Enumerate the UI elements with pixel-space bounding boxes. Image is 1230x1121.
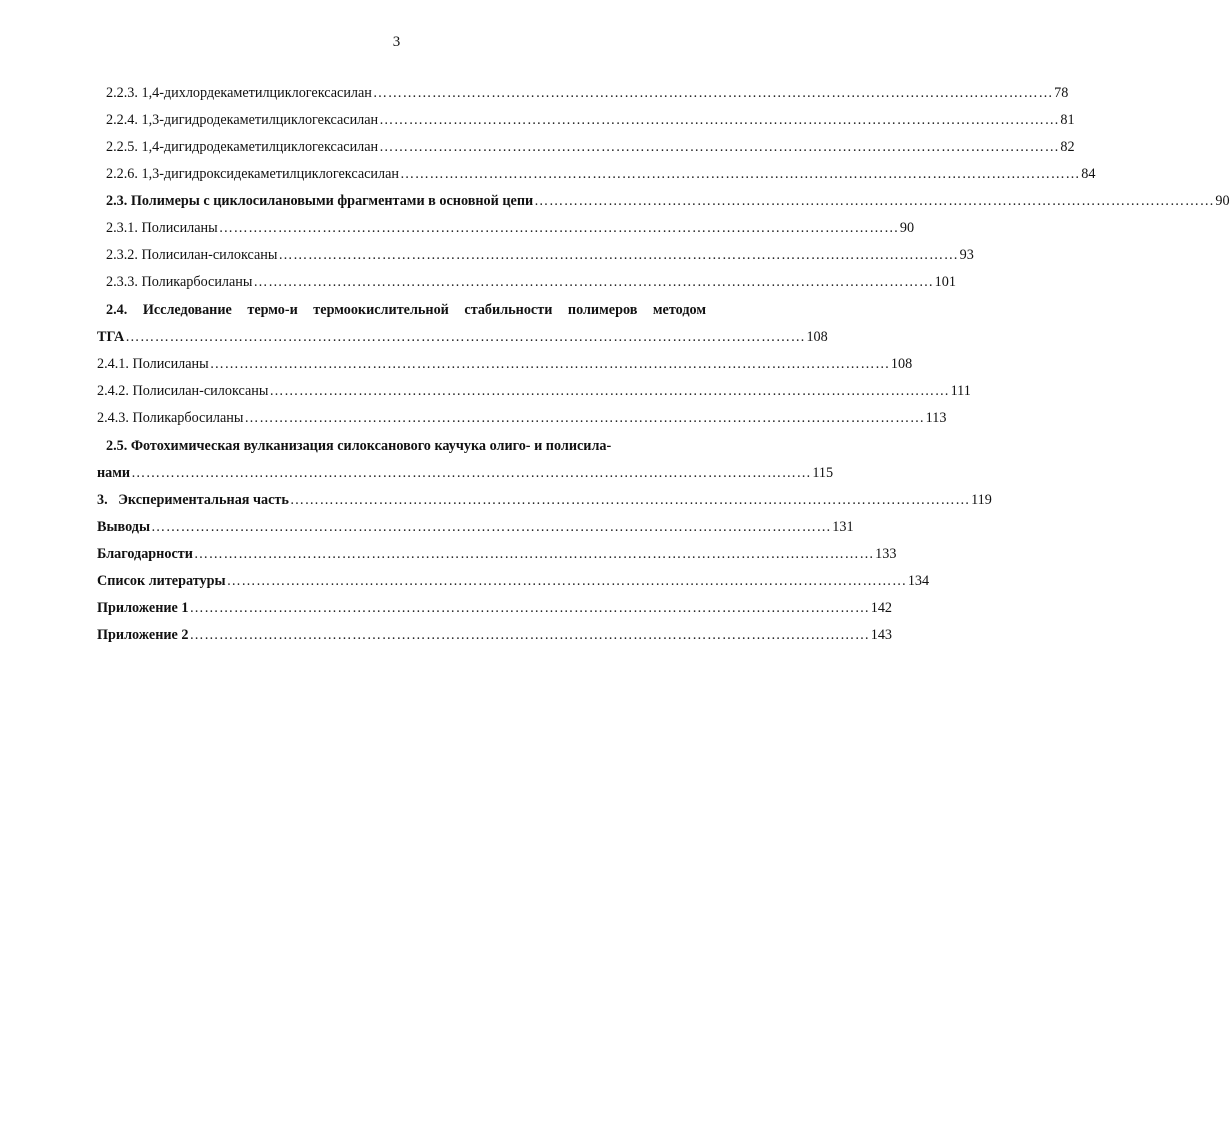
toc-entry-page: 93 bbox=[959, 247, 974, 263]
toc-entry-title: 2.2.4. 1,3-дигидродекаметилциклогексасилан bbox=[106, 112, 379, 128]
toc-entry-2-4-3 bbox=[97, 409, 947, 427]
toc-entry-title: Приложение 1 bbox=[97, 600, 189, 616]
toc-entry-2-4-2 bbox=[97, 382, 971, 400]
leader-dots: ………………………………………………………………………………………………………………………… bbox=[379, 112, 1060, 128]
toc-entry-page: 101 bbox=[934, 274, 956, 290]
toc-entry-2-3-1 bbox=[106, 219, 915, 237]
toc-entry-title: 2.2.6. 1,3-дигидроксидекаметилциклогексасилан bbox=[106, 166, 399, 182]
toc-entry-2-4-1 bbox=[97, 355, 913, 373]
toc-entry-title: Выводы bbox=[97, 519, 151, 535]
leader-dots: ………………………………………………………………………………………………………………………… bbox=[189, 627, 870, 643]
toc-entry-title: 2.2.5. 1,4-дигидродекаметилциклогексасилан bbox=[106, 139, 379, 155]
leader-dots: ………………………………………………………………………………………………………………………… bbox=[189, 600, 870, 616]
leader-dots: ………………………………………………………………………………………………………………………… bbox=[209, 356, 890, 372]
leader-dots: ………………………………………………………………………………………………………………………… bbox=[278, 247, 959, 263]
toc-entry-2-2-4 bbox=[106, 111, 1075, 129]
toc-entry-page: 108 bbox=[806, 329, 828, 345]
leader-dots: ………………………………………………………………………………………………………………………… bbox=[379, 139, 1060, 155]
leader-dots: ………………………………………………………………………………………………………………………… bbox=[125, 329, 806, 345]
toc-entry-page: 134 bbox=[907, 573, 930, 589]
toc-entry-3 bbox=[97, 491, 992, 509]
toc-entry-title: 2.4.2. Полисилан-силоксаны bbox=[97, 383, 269, 399]
leader-dots: ………………………………………………………………………………………………………………………… bbox=[218, 220, 899, 236]
toc-entry-title: 2.4.3. Поликарбосиланы bbox=[97, 410, 244, 426]
toc-entry-title: 2.3.1. Полисиланы bbox=[106, 220, 218, 236]
toc-entry-title: Список литературы bbox=[97, 573, 226, 589]
leader-dots: ………………………………………………………………………………………………………………………… bbox=[151, 519, 832, 535]
toc-entry-2-3 bbox=[106, 192, 1230, 210]
toc-entry-2-3-3 bbox=[106, 273, 956, 291]
toc-entry-page: 90 bbox=[899, 220, 915, 236]
toc-entry-page: 131 bbox=[832, 519, 854, 535]
toc-entry-title: 2.3.3. Поликарбосиланы bbox=[106, 274, 253, 290]
toc-entry-conclusions bbox=[97, 518, 854, 536]
toc-entry-2-4 bbox=[97, 328, 828, 346]
toc-entry-2-4-line1: 2.4. Исследование термо-и термоокислительной стабильности полимеров методом bbox=[106, 302, 706, 318]
toc-entry-page: 111 bbox=[950, 383, 971, 399]
toc-entry-2-2-5 bbox=[106, 138, 1075, 156]
toc-entry-references bbox=[97, 572, 930, 590]
toc-entry-page: 90 bbox=[1215, 193, 1230, 209]
page-number: 3 bbox=[392, 34, 401, 50]
leader-dots: ………………………………………………………………………………………………………………………… bbox=[372, 85, 1054, 101]
toc-entry-2-5-line1: 2.5. Фотохимическая вулканизация силоксанового каучука олиго- и полисила- bbox=[106, 438, 612, 454]
leader-dots: ………………………………………………………………………………………………………………………… bbox=[244, 410, 925, 426]
toc-entry-page: 82 bbox=[1060, 139, 1075, 155]
toc-entry-page: 84 bbox=[1081, 166, 1096, 182]
toc-entry-page: 113 bbox=[925, 410, 947, 426]
leader-dots: ………………………………………………………………………………………………………………………… bbox=[534, 193, 1215, 209]
toc-entry-title: 3. Экспериментальная часть bbox=[97, 492, 289, 508]
toc-entry-page: 119 bbox=[971, 492, 992, 508]
leader-dots: ………………………………………………………………………………………………………………………… bbox=[193, 546, 875, 562]
toc-entry-page: 133 bbox=[875, 546, 897, 562]
toc-entry-title: 2.2.3. 1,4-дихлордекаметилциклогексасилан bbox=[106, 85, 372, 101]
toc-entry-title: 2.4.1. Полисиланы bbox=[97, 356, 209, 372]
toc-entry-page: 115 bbox=[812, 465, 834, 481]
toc-entry-page: 81 bbox=[1060, 112, 1075, 128]
leader-dots: ………………………………………………………………………………………………………………………… bbox=[131, 465, 812, 481]
toc-entry-title: 2.3. Полимеры с циклосилановыми фрагментами в основной цепи bbox=[106, 193, 534, 209]
toc-entry-appendix-2 bbox=[97, 626, 892, 644]
toc-entry-2-3-2 bbox=[106, 246, 974, 264]
toc-entry-2-2-3 bbox=[106, 84, 1069, 102]
leader-dots: ………………………………………………………………………………………………………………………… bbox=[289, 492, 971, 508]
toc-entry-title: 2.3.2. Полисилан-силоксаны bbox=[106, 247, 278, 263]
toc-entry-page: 78 bbox=[1054, 85, 1069, 101]
toc-entry-title: Благодарности bbox=[97, 546, 193, 562]
leader-dots: ………………………………………………………………………………………………………………………… bbox=[253, 274, 934, 290]
toc-entry-appendix-1 bbox=[97, 599, 892, 617]
toc-entry-acknowledgements bbox=[97, 545, 897, 563]
toc-entry-page: 108 bbox=[890, 356, 913, 372]
toc-entry-title: ТГА bbox=[97, 329, 125, 345]
toc-entry-title: нами bbox=[97, 465, 131, 481]
leader-dots: ………………………………………………………………………………………………………………………… bbox=[269, 383, 950, 399]
leader-dots: ………………………………………………………………………………………………………………………… bbox=[226, 573, 907, 589]
toc-entry-page: 143 bbox=[870, 627, 892, 643]
toc-entry-2-5 bbox=[97, 464, 834, 482]
toc-entry-page: 142 bbox=[870, 600, 892, 616]
leader-dots: ………………………………………………………………………………………………………………………… bbox=[399, 166, 1081, 182]
toc-entry-2-2-6 bbox=[106, 165, 1096, 183]
toc-entry-title: Приложение 2 bbox=[97, 627, 189, 643]
